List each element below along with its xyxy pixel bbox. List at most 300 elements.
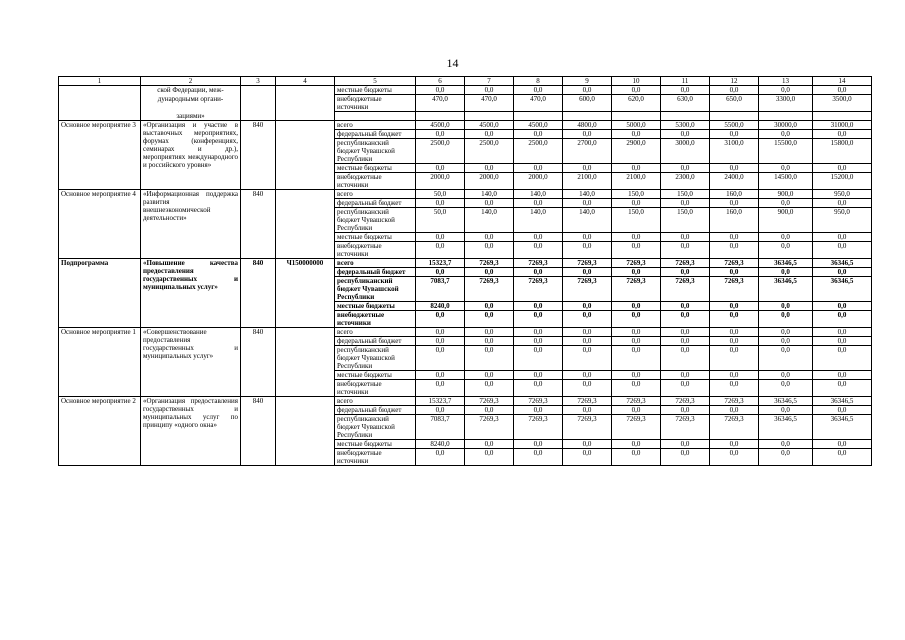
ministry-code: 840 [241, 327, 276, 396]
amount-cell: 0,0 [612, 336, 661, 345]
amount-cell: 470,0 [465, 95, 514, 112]
amount-cell: 0,0 [612, 163, 661, 172]
ministry-code: 840 [241, 396, 276, 465]
amount-cell: 5500,0 [710, 120, 759, 129]
measure-name: Подпрограмма [59, 258, 141, 327]
amount-cell: 470,0 [514, 95, 563, 112]
amount-cell: 0,0 [710, 336, 759, 345]
amount-cell: 0,0 [612, 86, 661, 95]
amount-cell: 36346,5 [813, 396, 872, 405]
amount-cell: 0,0 [465, 439, 514, 448]
amount-cell: 0,0 [465, 198, 514, 207]
amount-cell: 36346,5 [813, 414, 872, 439]
measure-name: Основное мероприятие 1 [59, 327, 141, 396]
amount-cell: 650,0 [710, 95, 759, 112]
amount-cell: 140,0 [514, 207, 563, 232]
amount-cell: 2500,0 [416, 138, 465, 163]
amount-cell: 0,0 [563, 129, 612, 138]
amount-cell: 0,0 [661, 241, 710, 258]
amount-cell: 50,0 [416, 207, 465, 232]
funding-source: местные бюджеты [335, 301, 416, 310]
amount-cell: 36346,5 [759, 396, 813, 405]
funding-source: внебюджетные источники [335, 241, 416, 258]
amount-cell: 7269,3 [514, 258, 563, 267]
amount-cell: 950,0 [813, 207, 872, 232]
measure-title: зациями» [141, 112, 241, 121]
amount-cell: 7083,7 [416, 414, 465, 439]
amount-cell: 3100,0 [710, 138, 759, 163]
amount-cell: 0,0 [465, 267, 514, 276]
amount-cell: 0,0 [563, 86, 612, 95]
amount-cell [813, 112, 872, 121]
amount-cell: 2300,0 [661, 172, 710, 189]
amount-cell: 7083,7 [416, 276, 465, 301]
column-number: 4 [276, 77, 335, 86]
amount-cell: 0,0 [813, 336, 872, 345]
amount-cell: 7269,3 [612, 396, 661, 405]
amount-cell: 4500,0 [416, 120, 465, 129]
ministry-code: 840 [241, 189, 276, 258]
column-number: 10 [612, 77, 661, 86]
funding-source: внебюджетные источники [335, 172, 416, 189]
amount-cell: 0,0 [612, 379, 661, 396]
amount-cell: 0,0 [661, 310, 710, 327]
amount-cell: 0,0 [661, 405, 710, 414]
measure-title: «Организация предоставления государственных и муниципальных услуг по принципу «одного окна» [141, 396, 241, 465]
amount-cell: 0,0 [612, 301, 661, 310]
amount-cell: 0,0 [514, 439, 563, 448]
funding-source: внебюджетные источники [335, 95, 416, 112]
amount-cell: 0,0 [759, 86, 813, 95]
measure-name: Основное мероприятие 4 [59, 189, 141, 258]
amount-cell: 7269,3 [514, 276, 563, 301]
funding-source: всего [335, 396, 416, 405]
funding-source: местные бюджеты [335, 232, 416, 241]
table-row [59, 86, 872, 95]
amount-cell: 0,0 [563, 310, 612, 327]
amount-cell: 7269,3 [563, 276, 612, 301]
funding-source: всего [335, 189, 416, 198]
amount-cell: 0,0 [563, 336, 612, 345]
amount-cell [514, 112, 563, 121]
funding-source: внебюджетные источники [335, 448, 416, 465]
funding-source: местные бюджеты [335, 370, 416, 379]
amount-cell: 0,0 [661, 345, 710, 370]
amount-cell: 0,0 [416, 310, 465, 327]
amount-cell: 8240,0 [416, 439, 465, 448]
amount-cell: 0,0 [563, 267, 612, 276]
amount-cell: 0,0 [813, 370, 872, 379]
amount-cell: 150,0 [661, 207, 710, 232]
amount-cell: 3500,0 [813, 95, 872, 112]
measure-title: «Совершенствование предоставления государственных и муниципальных услуг» [141, 327, 241, 396]
column-number: 5 [335, 77, 416, 86]
amount-cell: 0,0 [612, 241, 661, 258]
amount-cell: 0,0 [813, 198, 872, 207]
amount-cell: 0,0 [563, 405, 612, 414]
ministry-code [241, 112, 276, 121]
amount-cell: 0,0 [416, 267, 465, 276]
amount-cell: 2100,0 [612, 172, 661, 189]
amount-cell: 0,0 [661, 86, 710, 95]
amount-cell: 0,0 [759, 379, 813, 396]
funding-source [335, 112, 416, 121]
ministry-code [241, 95, 276, 112]
amount-cell: 620,0 [612, 95, 661, 112]
amount-cell: 0,0 [563, 439, 612, 448]
amount-cell: 0,0 [710, 345, 759, 370]
amount-cell: 0,0 [416, 232, 465, 241]
amount-cell: 5000,0 [612, 120, 661, 129]
funding-source: федеральный бюджет [335, 267, 416, 276]
amount-cell: 0,0 [563, 301, 612, 310]
measure-title: дународными органи- [141, 95, 241, 112]
amount-cell: 0,0 [465, 370, 514, 379]
amount-cell: 4800,0 [563, 120, 612, 129]
amount-cell: 0,0 [465, 448, 514, 465]
amount-cell: 0,0 [710, 267, 759, 276]
table-row [59, 95, 872, 112]
amount-cell: 36346,5 [813, 276, 872, 301]
amount-cell: 0,0 [813, 405, 872, 414]
amount-cell: 0,0 [661, 336, 710, 345]
amount-cell: 0,0 [813, 267, 872, 276]
amount-cell: 0,0 [465, 163, 514, 172]
amount-cell: 2500,0 [514, 138, 563, 163]
measure-name [59, 95, 141, 112]
amount-cell: 0,0 [514, 129, 563, 138]
amount-cell [661, 112, 710, 121]
amount-cell: 0,0 [416, 448, 465, 465]
column-number: 6 [416, 77, 465, 86]
funding-source: внебюджетные источники [335, 379, 416, 396]
amount-cell: 0,0 [759, 232, 813, 241]
table-row [59, 189, 872, 198]
amount-cell: 0,0 [612, 405, 661, 414]
column-number: 11 [661, 77, 710, 86]
amount-cell: 0,0 [514, 232, 563, 241]
amount-cell: 7269,3 [465, 396, 514, 405]
amount-cell [416, 112, 465, 121]
amount-cell [759, 112, 813, 121]
amount-cell: 0,0 [465, 336, 514, 345]
amount-cell: 0,0 [813, 163, 872, 172]
amount-cell: 0,0 [563, 232, 612, 241]
amount-cell: 36346,5 [813, 258, 872, 267]
amount-cell: 140,0 [563, 207, 612, 232]
table-row [59, 327, 872, 336]
amount-cell: 36346,5 [759, 258, 813, 267]
amount-cell: 0,0 [710, 448, 759, 465]
funding-source: всего [335, 120, 416, 129]
amount-cell: 0,0 [416, 405, 465, 414]
column-number: 14 [813, 77, 872, 86]
amount-cell: 7269,3 [661, 258, 710, 267]
amount-cell: 0,0 [710, 129, 759, 138]
amount-cell: 2500,0 [465, 138, 514, 163]
amount-cell: 0,0 [661, 267, 710, 276]
measure-name [59, 86, 141, 95]
amount-cell: 0,0 [813, 86, 872, 95]
amount-cell: 0,0 [514, 198, 563, 207]
funding-source: местные бюджеты [335, 163, 416, 172]
amount-cell: 0,0 [465, 310, 514, 327]
target-code [276, 95, 335, 112]
target-code [276, 86, 335, 95]
amount-cell: 160,0 [710, 189, 759, 198]
amount-cell: 0,0 [416, 198, 465, 207]
amount-cell: 2000,0 [465, 172, 514, 189]
funding-source: федеральный бюджет [335, 336, 416, 345]
amount-cell: 0,0 [563, 163, 612, 172]
funding-source: федеральный бюджет [335, 198, 416, 207]
amount-cell: 7269,3 [661, 414, 710, 439]
amount-cell: 0,0 [759, 310, 813, 327]
amount-cell: 0,0 [710, 301, 759, 310]
ministry-code [241, 86, 276, 95]
amount-cell: 0,0 [710, 86, 759, 95]
amount-cell [710, 112, 759, 121]
amount-cell: 0,0 [416, 163, 465, 172]
amount-cell: 0,0 [759, 267, 813, 276]
amount-cell: 0,0 [710, 232, 759, 241]
amount-cell: 140,0 [465, 207, 514, 232]
column-number-row [59, 77, 872, 86]
amount-cell: 0,0 [514, 379, 563, 396]
amount-cell: 0,0 [514, 370, 563, 379]
funding-source: местные бюджеты [335, 439, 416, 448]
amount-cell: 0,0 [759, 301, 813, 310]
amount-cell: 7269,3 [563, 414, 612, 439]
amount-cell: 900,0 [759, 207, 813, 232]
funding-source: федеральный бюджет [335, 129, 416, 138]
amount-cell: 0,0 [416, 379, 465, 396]
amount-cell: 15500,0 [759, 138, 813, 163]
amount-cell: 0,0 [416, 370, 465, 379]
amount-cell [563, 112, 612, 121]
amount-cell: 0,0 [514, 448, 563, 465]
amount-cell: 0,0 [612, 198, 661, 207]
amount-cell: 0,0 [710, 379, 759, 396]
amount-cell: 30000,0 [759, 120, 813, 129]
amount-cell: 150,0 [661, 189, 710, 198]
amount-cell: 0,0 [514, 345, 563, 370]
amount-cell: 0,0 [759, 439, 813, 448]
amount-cell [465, 112, 514, 121]
page-number: 14 [446, 56, 459, 70]
column-number: 9 [563, 77, 612, 86]
amount-cell: 0,0 [514, 327, 563, 336]
amount-cell: 0,0 [514, 336, 563, 345]
amount-cell: 0,0 [813, 129, 872, 138]
amount-cell: 0,0 [661, 370, 710, 379]
amount-cell: 0,0 [563, 370, 612, 379]
amount-cell: 0,0 [759, 241, 813, 258]
amount-cell: 0,0 [465, 405, 514, 414]
amount-cell: 4500,0 [514, 120, 563, 129]
amount-cell: 0,0 [465, 86, 514, 95]
measure-title: «Информационная поддержка развития внешнеэкономической деятельности» [141, 189, 241, 258]
column-number: 1 [59, 77, 141, 86]
amount-cell: 0,0 [416, 327, 465, 336]
column-number: 7 [465, 77, 514, 86]
amount-cell: 7269,3 [563, 396, 612, 405]
amount-cell: 0,0 [759, 198, 813, 207]
amount-cell: 2400,0 [710, 172, 759, 189]
amount-cell: 3300,0 [759, 95, 813, 112]
amount-cell: 50,0 [416, 189, 465, 198]
amount-cell: 470,0 [416, 95, 465, 112]
amount-cell: 0,0 [661, 327, 710, 336]
measure-title: ской Федерации, меж- [141, 86, 241, 95]
amount-cell: 0,0 [465, 301, 514, 310]
amount-cell: 150,0 [612, 207, 661, 232]
amount-cell: 7269,3 [710, 276, 759, 301]
amount-cell: 15323,7 [416, 258, 465, 267]
measure-name [59, 112, 141, 121]
amount-cell: 630,0 [661, 95, 710, 112]
column-number: 12 [710, 77, 759, 86]
amount-cell: 14500,0 [759, 172, 813, 189]
amount-cell: 0,0 [612, 345, 661, 370]
amount-cell: 0,0 [416, 241, 465, 258]
amount-cell: 0,0 [563, 379, 612, 396]
amount-cell: 4500,0 [465, 120, 514, 129]
amount-cell: 0,0 [661, 129, 710, 138]
funding-source: республиканский бюджет Чувашской Республики [335, 414, 416, 439]
amount-cell: 0,0 [813, 327, 872, 336]
amount-cell: 0,0 [813, 379, 872, 396]
target-code [276, 327, 335, 396]
amount-cell: 7269,3 [612, 276, 661, 301]
amount-cell: 140,0 [563, 189, 612, 198]
amount-cell: 0,0 [813, 232, 872, 241]
table-row [59, 396, 872, 405]
amount-cell: 0,0 [416, 345, 465, 370]
amount-cell: 0,0 [612, 232, 661, 241]
funding-source: республиканский бюджет Чувашской Республики [335, 138, 416, 163]
column-number: 8 [514, 77, 563, 86]
amount-cell: 0,0 [563, 448, 612, 465]
amount-cell: 0,0 [661, 232, 710, 241]
amount-cell: 7269,3 [710, 414, 759, 439]
amount-cell: 0,0 [514, 301, 563, 310]
amount-cell: 36346,5 [759, 414, 813, 439]
amount-cell: 0,0 [759, 370, 813, 379]
amount-cell: 0,0 [612, 439, 661, 448]
measure-name: Основное мероприятие 2 [59, 396, 141, 465]
funding-source: республиканский бюджет Чувашской Республики [335, 276, 416, 301]
amount-cell: 7269,3 [514, 414, 563, 439]
amount-cell: 0,0 [612, 448, 661, 465]
amount-cell: 0,0 [813, 439, 872, 448]
column-number: 13 [759, 77, 813, 86]
amount-cell: 0,0 [563, 241, 612, 258]
measure-title: «Повышение качества предоставления государственных и муниципальных услуг» [141, 258, 241, 327]
amount-cell: 0,0 [813, 448, 872, 465]
amount-cell: 0,0 [514, 163, 563, 172]
funding-source: всего [335, 327, 416, 336]
amount-cell: 8240,0 [416, 301, 465, 310]
funding-source: республиканский бюджет Чувашской Республики [335, 207, 416, 232]
amount-cell: 0,0 [759, 405, 813, 414]
amount-cell: 15323,7 [416, 396, 465, 405]
target-code [276, 189, 335, 258]
amount-cell: 0,0 [710, 241, 759, 258]
amount-cell: 160,0 [710, 207, 759, 232]
amount-cell: 0,0 [661, 439, 710, 448]
amount-cell: 36346,5 [759, 276, 813, 301]
ministry-code: 840 [241, 258, 276, 327]
amount-cell: 0,0 [612, 129, 661, 138]
funding-source: местные бюджеты [335, 86, 416, 95]
amount-cell: 0,0 [661, 448, 710, 465]
amount-cell: 0,0 [661, 301, 710, 310]
amount-cell: 0,0 [759, 448, 813, 465]
amount-cell: 0,0 [759, 336, 813, 345]
amount-cell: 0,0 [759, 129, 813, 138]
column-number: 2 [141, 77, 241, 86]
amount-cell: 0,0 [710, 327, 759, 336]
amount-cell: 7269,3 [612, 258, 661, 267]
amount-cell: 7269,3 [710, 258, 759, 267]
target-code [276, 120, 335, 189]
amount-cell: 0,0 [514, 405, 563, 414]
amount-cell: 7269,3 [514, 396, 563, 405]
amount-cell: 15200,0 [813, 172, 872, 189]
amount-cell: 0,0 [514, 267, 563, 276]
amount-cell: 2000,0 [416, 172, 465, 189]
amount-cell: 140,0 [465, 189, 514, 198]
amount-cell: 7269,3 [661, 396, 710, 405]
amount-cell: 0,0 [710, 370, 759, 379]
target-code [276, 112, 335, 121]
amount-cell: 0,0 [563, 345, 612, 370]
ministry-code: 840 [241, 120, 276, 189]
amount-cell: 0,0 [813, 241, 872, 258]
amount-cell: 0,0 [563, 198, 612, 207]
amount-cell: 0,0 [759, 163, 813, 172]
funding-source: всего [335, 258, 416, 267]
table-row [59, 112, 872, 121]
amount-cell: 0,0 [661, 163, 710, 172]
amount-cell: 0,0 [661, 198, 710, 207]
amount-cell: 0,0 [661, 379, 710, 396]
amount-cell: 900,0 [759, 189, 813, 198]
amount-cell: 0,0 [465, 241, 514, 258]
amount-cell: 0,0 [612, 310, 661, 327]
amount-cell: 7269,3 [465, 276, 514, 301]
amount-cell: 3000,0 [661, 138, 710, 163]
amount-cell: 31000,0 [813, 120, 872, 129]
amount-cell: 2000,0 [514, 172, 563, 189]
amount-cell: 2100,0 [563, 172, 612, 189]
amount-cell [612, 112, 661, 121]
amount-cell: 0,0 [465, 327, 514, 336]
amount-cell: 150,0 [612, 189, 661, 198]
amount-cell: 0,0 [813, 301, 872, 310]
amount-cell: 7269,3 [563, 258, 612, 267]
measure-name: Основное мероприятие 3 [59, 120, 141, 189]
amount-cell: 0,0 [612, 370, 661, 379]
target-code: Ч150000000 [276, 258, 335, 327]
amount-cell: 0,0 [612, 267, 661, 276]
amount-cell: 0,0 [416, 336, 465, 345]
amount-cell: 0,0 [514, 86, 563, 95]
amount-cell: 0,0 [710, 163, 759, 172]
amount-cell: 0,0 [813, 310, 872, 327]
amount-cell: 0,0 [416, 86, 465, 95]
